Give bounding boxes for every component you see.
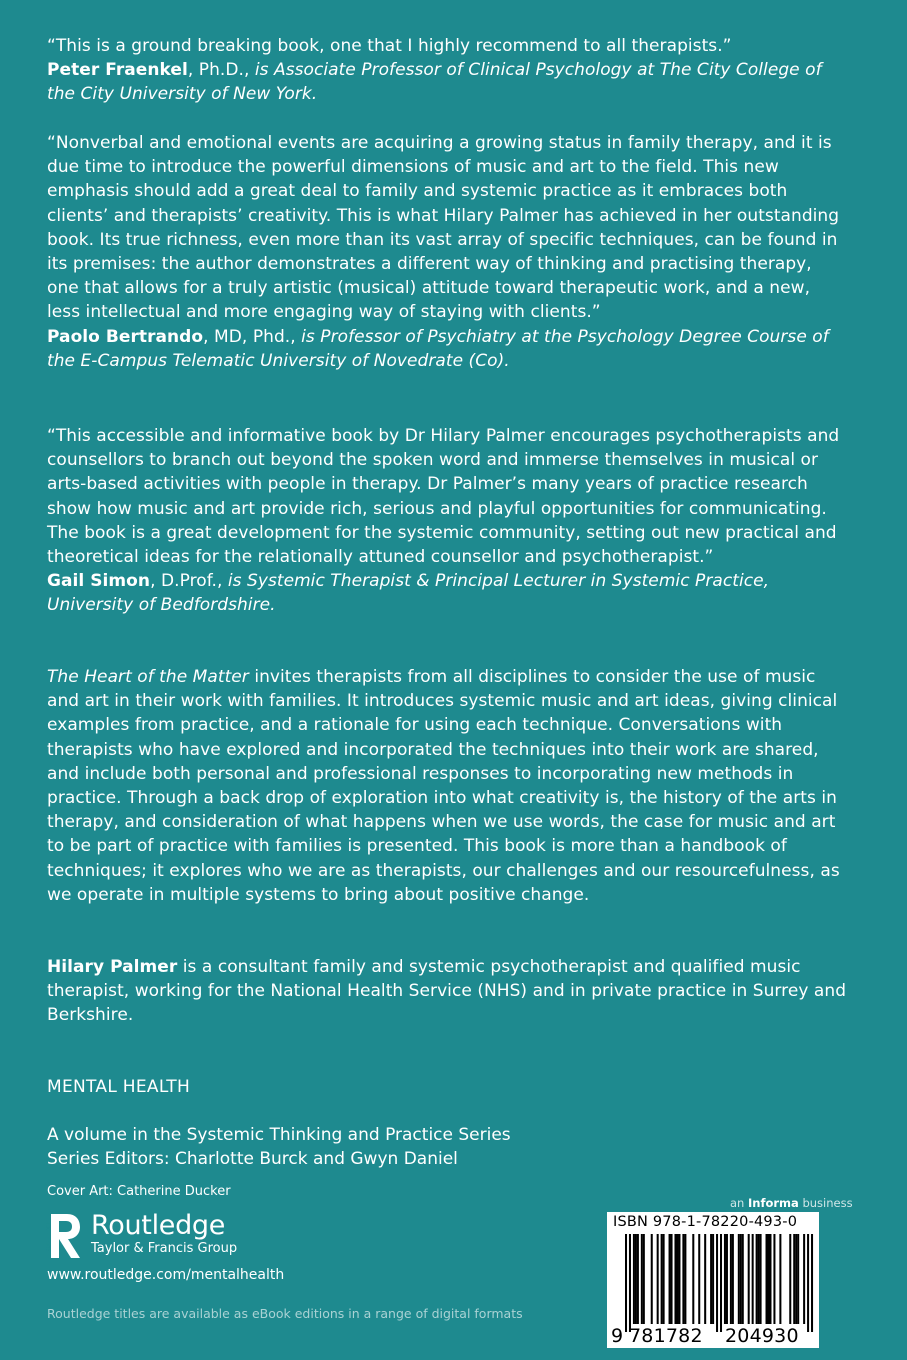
barcode-bar (663, 1234, 665, 1324)
barcode-bar (797, 1234, 799, 1324)
publisher-group: Taylor & Francis Group (91, 1241, 238, 1256)
endorser-role: is Associate Professor of Clinical Psychology at The City College of the City University of New York. (47, 60, 822, 105)
barcode-bar (692, 1234, 694, 1324)
author-name: Hilary Palmer (47, 957, 178, 977)
ebook-note: Routledge titles are available as eBook editions in a range of digital formats (47, 1306, 523, 1321)
series-line: A volume in the Systemic Thinking and Practice Series (47, 1125, 511, 1145)
barcode-bar (625, 1234, 627, 1332)
quote-text: “Nonverbal and emotional events are acquiring a growing status in family therapy, and it is due time to introduce the powerful dimensions of music and art to the field. This new emphasis should add a great deal to family and systemic practice as it embraces both clients’ and therapists’ creativity. This is what Hilary Palmer has achieved in her outstanding book. Its true richness, even more than its vast array of specific techniques, can be found in its premises: the author demonstrates a different way of thinking and practising therapy, one that allows for a truly artistic (musical) attitude toward therapeutic work, and a new, less intellectual and more engaging way of staying with clients.” (47, 133, 840, 323)
book-description (47, 665, 847, 907)
quote-text: “This is a ground breaking book, one that I highly recommend to all therapists.” (47, 36, 732, 56)
barcode-bar (710, 1234, 712, 1324)
quote-attribution (47, 58, 847, 106)
barcode-bar (742, 1234, 744, 1324)
barcode-bar (779, 1234, 781, 1324)
barcode-bar (758, 1234, 760, 1324)
barcode-bar (643, 1234, 645, 1324)
endorsement-simon (47, 424, 847, 618)
subject-category: MENTAL HEALTH (47, 1077, 191, 1097)
endorser-credentials: , MD, Phd., (203, 326, 302, 347)
barcode-bar (682, 1234, 684, 1324)
barcode-bar (766, 1234, 768, 1324)
endorser-name: Gail Simon (47, 571, 151, 592)
publisher-website[interactable]: www.routledge.com/mentalhealth (47, 1267, 285, 1283)
publisher-name: Routledge (91, 1210, 226, 1241)
barcode-left-digits: 781782 (629, 1325, 703, 1347)
barcode-bar (748, 1234, 750, 1324)
barcode-bar (730, 1234, 732, 1324)
barcode-bar (793, 1234, 795, 1324)
barcode-bar (760, 1234, 762, 1324)
barcode-bar (676, 1234, 678, 1324)
barcode-bar (637, 1234, 639, 1324)
barcode-bar (795, 1234, 797, 1324)
quote-attribution (47, 569, 847, 617)
barcode-bar (698, 1234, 700, 1324)
barcode-bar (773, 1234, 775, 1324)
barcode-bar (661, 1234, 663, 1324)
barcode-bar (641, 1234, 643, 1324)
barcode-bar (740, 1234, 742, 1324)
barcode-bar (669, 1234, 671, 1324)
barcode-bar (704, 1234, 706, 1324)
barcode-bar (633, 1234, 635, 1324)
endorser-credentials: , D.Prof., (150, 571, 228, 592)
endorsement-fraenkel (47, 34, 847, 107)
barcode-right-digits: 204930 (725, 1325, 799, 1347)
barcode-bar (657, 1234, 659, 1324)
endorser-credentials: , Ph.D., (187, 60, 255, 81)
endorser-name: Paolo Bertrando (47, 326, 204, 347)
endorser-role: is Systemic Therapist & Principal Lecturer in Systemic Practice, University of Bedfordshire. (47, 571, 770, 616)
barcode-bars (613, 1234, 813, 1332)
barcode-bar (756, 1234, 758, 1324)
barcode-bar (716, 1234, 718, 1332)
barcode-bar (767, 1234, 769, 1324)
barcode-bar (671, 1234, 673, 1324)
barcode-bar (635, 1234, 637, 1324)
author-bio-text: is a consultant family and systemic psychotherapist and qualified music therapist, working for the National Health Service (NHS) and in private practice in Surrey and Berkshire. (47, 957, 847, 1026)
barcode-bar (807, 1234, 809, 1332)
barcode-bar (720, 1234, 722, 1332)
barcode-bar (752, 1234, 754, 1324)
barcode-bar (674, 1234, 676, 1324)
barcode-bar (811, 1234, 813, 1332)
barcode-bar (738, 1234, 740, 1324)
svg-text:ROUTLEDGE: ROUTLEDGE (46, 1221, 52, 1252)
book-title: The Heart of the Matter (47, 667, 249, 687)
barcode-bar (651, 1234, 653, 1324)
barcode-bar (684, 1234, 686, 1324)
series-info (47, 1123, 511, 1171)
series-editors: Series Editors: Charlotte Burck and Gwyn Daniel (47, 1149, 458, 1169)
barcode-bar (678, 1234, 680, 1324)
barcode-bar (732, 1234, 734, 1324)
barcode-bar (726, 1234, 728, 1324)
isbn-barcode (607, 1212, 819, 1348)
routledge-r-icon (47, 1210, 83, 1262)
barcode-bar (724, 1234, 726, 1324)
barcode-bar (769, 1234, 771, 1324)
routledge-logo (47, 1208, 287, 1264)
endorser-name: Peter Fraenkel (47, 60, 188, 81)
quote-text: “This accessible and informative book by Dr Hilary Palmer encourages psychotherapists and counsellors to branch out beyond the spoken word and immerse themselves in musical or arts-based activities with people in therapy. Dr Palmer’s many years of practice research show how music and art provide rich, serious and playful opportunities for communicating. The book is a great development for the systemic community, setting out new practical and theoretical ideas for the relationally attuned counsellor and psychotherapist.” (47, 426, 840, 568)
isbn-number: ISBN 978-1-78220-493-0 (613, 1214, 798, 1230)
barcode-bar (803, 1234, 805, 1324)
barcode-bar (712, 1234, 714, 1324)
quote-attribution (47, 325, 847, 373)
informa-brand: Informa (748, 1196, 799, 1210)
endorsement-bertrando (47, 131, 847, 373)
cover-art-credit: Cover Art: Catherine Ducker (47, 1184, 231, 1199)
barcode-first-digit: 9 (611, 1325, 624, 1347)
barcode-bar (789, 1234, 791, 1324)
barcode-bar (629, 1234, 631, 1332)
informa-business-tag: an Informa business (730, 1196, 853, 1210)
author-bio (47, 955, 847, 1028)
endorser-role: is Professor of Psychiatry at the Psychology Degree Course of the E-Campus Telematic University of Novedrate (Co). (47, 326, 829, 371)
description-text: invites therapists from all disciplines to consider the use of music and art in their work with families. It introduces systemic music and art ideas, giving clinical examples from practice, and a rationale for using each technique. Conversations with therapists who have explored and incorporated the techniques into their work are shared, and include both personal and professional responses to incorporating new methods in practice. Through a back drop of exploration into what creativity is, the history of the arts in therapy, and consideration of what happens when we use words, the case for music and art to be part of practice with families is presented. This book is more than a handbook of techniques; it explores who we are as therapists, our challenges and our resourcefulness, as we operate in multiple systems to bring about positive change. (47, 667, 840, 905)
